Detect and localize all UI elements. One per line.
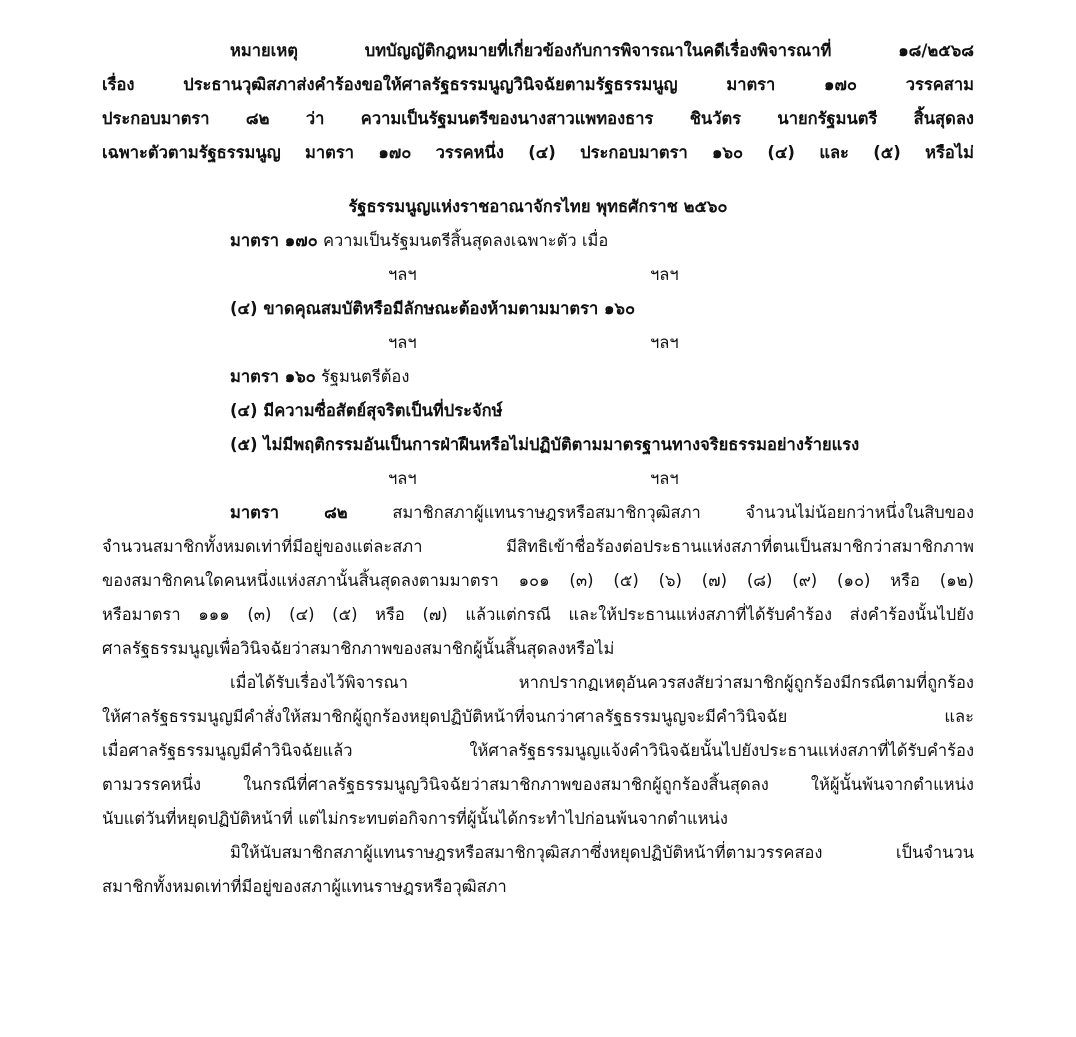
section-82-p2-line-5: นับแต่วันที่หยุดปฏิบัติหน้าที่ แต่ไม่กระทบต่อกิจการที่ผู้นั้นได้กระทำไปก่อนพ้นจากตำแหน่ง xyxy=(102,809,728,828)
constitution-title: รัฐธรรมนูญแห่งราชอาณาจักรไทย พุทธศักราช ๒๕๖๐ xyxy=(348,197,728,216)
section-82-p1-line-1-text: สมาชิกสภาผู้แทนราษฎรหรือสมาชิกวุฒิสภา จำนวนไม่น้อยกว่าหนึ่งในสิบของ xyxy=(392,503,974,522)
note-line-1-rest: บทบัญญัติกฎหมายที่เกี่ยวข้องกับการพิจารณาในคดีเรื่องพิจารณาที่ ๑๘/๒๕๖๘ xyxy=(364,41,974,60)
section-82-p2-line-1: เมื่อได้รับเรื่องไว้พิจารณา หากปรากฏเหตุอันควรสงสัยว่าสมาชิกผู้ถูกร้องมีกรณีตามที่ถูกร้อง xyxy=(230,673,974,692)
note-label: หมายเหตุ xyxy=(230,41,298,60)
section-160-label: มาตรา ๑๖๐ xyxy=(230,367,316,386)
note-line-4: เฉพาะตัวตามรัฐธรรมนูญ มาตรา ๑๗๐ วรรคหนึ่ง (๔) ประกอบมาตรา ๑๖๐ (๔) และ (๕) หรือไม่ xyxy=(102,143,974,162)
section-170-label: มาตรา ๑๗๐ xyxy=(230,231,318,250)
section-82-p3-line-2: สมาชิกทั้งหมดเท่าที่มีอยู่ของสภาผู้แทนราษฎรหรือวุฒิสภา xyxy=(102,877,507,896)
section-82-p1-line-2: จำนวนสมาชิกทั้งหมดเท่าที่มีอยู่ของแต่ละสภา มีสิทธิเข้าชื่อร้องต่อประธานแห่งสภาที่ตนเป็นสมาชิกว่าสมาชิกภาพ xyxy=(102,537,974,556)
section-160 xyxy=(102,360,974,394)
section-82-p3-line-1: มิให้นับสมาชิกสภาผู้แทนราษฎรหรือสมาชิกวุฒิสภาซึ่งหยุดปฏิบัติหน้าที่ตามวรรคสอง เป็นจำนวน xyxy=(230,843,974,862)
section-170-item-4: (๔) ขาดคุณสมบัติหรือมีลักษณะต้องห้ามตามมาตรา ๑๖๐ xyxy=(230,299,636,318)
section-82-p2-line-4: ตามวรรคหนึ่ง ในกรณีที่ศาลรัฐธรรมนูญวินิจฉัยว่าสมาชิกภาพของสมาชิกผู้ถูกร้องสิ้นสุดลง ให้ผู้นั้นพ้นจากตำแหน่ง xyxy=(102,775,974,794)
note-line-1 xyxy=(102,34,974,68)
section-160-item-4: (๔) มีความซื่อสัตย์สุจริตเป็นที่ประจักษ์ xyxy=(230,401,503,420)
etc-row-1 xyxy=(102,258,974,292)
etc-marker: ฯลฯ xyxy=(388,333,417,352)
section-82-p1-line-4: หรือมาตรา ๑๑๑ (๓) (๔) (๕) หรือ (๗) แล้วแต่กรณี และให้ประธานแห่งสภาที่ได้รับคำร้อง ส่งคำร้องนั้นไปยัง xyxy=(102,605,974,624)
etc-row-3 xyxy=(102,462,974,496)
section-82-p1-line-5: ศาลรัฐธรรมนูญเพื่อวินิจฉัยว่าสมาชิกภาพของสมาชิกผู้นั้นสิ้นสุดลงหรือไม่ xyxy=(102,639,615,658)
section-170-text: ความเป็นรัฐมนตรีสิ้นสุดลงเฉพาะตัว เมื่อ xyxy=(322,231,609,250)
section-82-p2-line-3: เมื่อศาลรัฐธรรมนูญมีคำวินิจฉัยแล้ว ให้ศาลรัฐธรรมนูญแจ้งคำวินิจฉัยนั้นไปยังประธานแห่งสภาที่ได้รับคำร้อง xyxy=(102,741,974,760)
note-line-3: ประกอบมาตรา ๘๒ ว่า ความเป็นรัฐมนตรีของนางสาวแพทองธาร ชินวัตร นายกรัฐมนตรี สิ้นสุดลง xyxy=(102,109,974,128)
legal-note-document xyxy=(102,34,974,904)
etc-marker: ฯลฯ xyxy=(388,265,417,284)
section-82-p2-line-2: ให้ศาลรัฐธรรมนูญมีคำสั่งให้สมาชิกผู้ถูกร้องหยุดปฏิบัติหน้าที่จนกว่าศาลรัฐธรรมนูญจะมีคำวินิจฉัย และ xyxy=(102,707,974,726)
section-82-p1-line-3: ของสมาชิกคนใดคนหนึ่งแห่งสภานั้นสิ้นสุดลงตามมาตรา ๑๐๑ (๓) (๕) (๖) (๗) (๘) (๙) (๑๐) หรือ (๑๒) xyxy=(102,571,974,590)
etc-marker: ฯลฯ xyxy=(650,333,679,352)
section-82-label: มาตรา ๘๒ xyxy=(230,503,348,522)
section-82-p1-line-1 xyxy=(102,496,974,530)
note-line-2: เรื่อง ประธานวุฒิสภาส่งคำร้องขอให้ศาลรัฐธรรมนูญวินิจฉัยตามรัฐธรรมนูญ มาตรา ๑๗๐ วรรคสาม xyxy=(102,75,974,94)
etc-marker: ฯลฯ xyxy=(388,469,417,488)
section-160-text: รัฐมนตรีต้อง xyxy=(321,367,410,386)
spacer xyxy=(102,170,974,190)
etc-marker: ฯลฯ xyxy=(650,265,679,284)
section-170 xyxy=(102,224,974,258)
etc-marker: ฯลฯ xyxy=(650,469,679,488)
section-160-item-5: (๕) ไม่มีพฤติกรรมอันเป็นการฝ่าฝืนหรือไม่ปฏิบัติตามมาตรฐานทางจริยธรรมอย่างร้ายแรง xyxy=(230,435,860,454)
etc-row-2 xyxy=(102,326,974,360)
